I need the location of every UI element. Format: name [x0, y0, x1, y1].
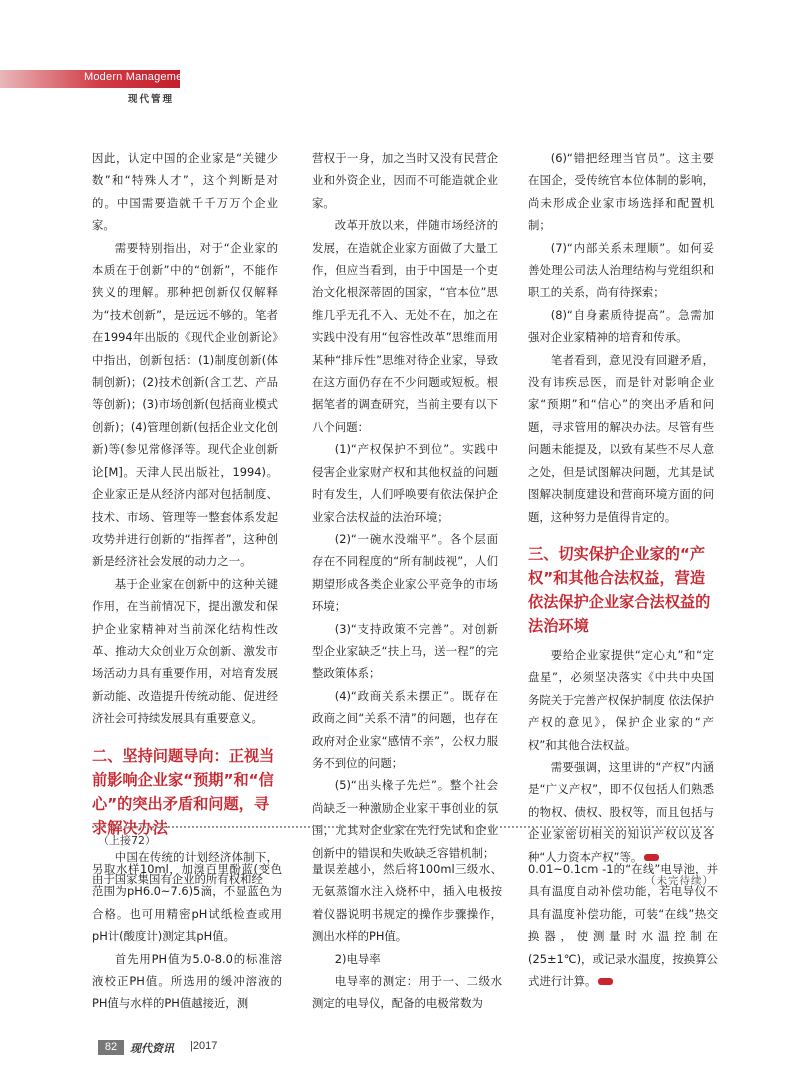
paragraph-text: 需要强调，这里讲的“产权”内涵是“广义产权”，即不仅包括人们熟悉的物权、债权、股权等，而且包括与企业家密切相关的知识产权以及各种“人力资本产权”等。 — [528, 759, 714, 864]
paragraph: 因此，认定中国的企业家是“关键少数”和“特殊人才”，这个判断是对的。中国需要造就千千万万个企业家。 — [92, 151, 278, 233]
bottom-column-2 — [312, 858, 502, 1015]
paragraph: 量误差越小，然后将100ml三级水、无氨蒸馏水注入烧杯中，插入电极按着仪器说明书规定的操作步骤操作，测出水样的PH值。 — [312, 862, 502, 944]
paragraph — [528, 858, 718, 992]
magazine-name: 现代资讯 — [130, 1042, 174, 1055]
section-title-chinese: 现代管理 — [128, 94, 175, 105]
to-be-continued: （未完待续） — [645, 874, 714, 887]
list-item: (2)“一碗水没端平”。各个层面存在不同程度的“所有制歧视”，人们期望形成各类企业家公平竞争的市场环境； — [312, 531, 498, 614]
paragraph: 首先用PH值为5.0-8.0的标准溶液校正PH值。所选用的缓冲溶液的PH值与水样的PH值越接近，测 — [92, 951, 282, 1011]
section-heading-3: 三、切实保护企业家的“产权”和其他合法权益，营造依法保护企业家合法权益的法治环境 — [528, 544, 711, 635]
paragraph: 中国在传统的计划经济体制下，由于国家集国有企业的所有权和经 — [92, 849, 278, 886]
article-divider — [92, 826, 714, 828]
list-item: (5)“出头椽子先烂”。整个社会尚缺乏一种激励企业家干事创业的氛围，尤其对企业家在先行先试和企业创新中的错误和失败缺乏容错机制； — [312, 778, 498, 860]
list-item: (6)“错把经理当官员”。这主要在国企，受传统官本位体制的影响，尚未形成企业家市场选择和配置机制； — [528, 151, 714, 233]
section-heading-2: 二、坚持问题导向：正视当前影响企业家“预期”和“信心”的突出矛盾和问题，寻求解决办法 — [92, 746, 275, 837]
paragraph-text: 0.01~0.1cm -1的“在线”电导池，并具有温度自动补偿功能，若电导仪不具有温度补偿功能，可装“在线”热交换器，使测量时水温控制在(25±1℃)，或记录水温度，按换算公式进行计算。 — [528, 862, 718, 989]
list-item: (4)“政商关系未摆正”。既存在政商之间“关系不清”的问题，也存在政府对企业家“感情不亲”，公权力服务不到位的问题； — [312, 688, 498, 770]
subheading: 2)电导率 — [334, 951, 381, 966]
paragraph: 另取水样10ml，加溴百里酚蓝(变色范围为pH6.0~7.6)5滴，不显蓝色为合格。也可用精密pH试纸检查或用pH计(酸度计)测定其pH值。 — [92, 862, 282, 944]
paragraph: 基于企业家在创新中的这种关键作用，在当前情况下，提出激发和保护企业家精神对当前深化结构性改革、推动大众创业万众创新、激发市场活动力具有重要作用，对培育发展新动能、改造提升传统动能、促进经济社会可持续发展具有重要意义。 — [92, 576, 278, 726]
list-item: (3)“支持政策不完善”。对创新型企业家缺乏“扶上马，送一程”的完整政策体系； — [312, 621, 498, 681]
paragraph: 电导率的测定：用于一、二级水测定的电导仪，配备的电极常数为 — [312, 974, 502, 1011]
section-title-english: Modern Management — [84, 71, 192, 83]
paragraph: 改革开放以来，伴随市场经济的发展，在造就企业家方面做了大量工作，但应当看到，由于中国是一个吏治文化根深蒂固的国家，“官本位”思维几乎无孔不入、无处不在，加之在实践中没有用“包容性改革”思维而用某种“排斥性”思维对待企业家，导致在这方面仍存在不少问题或短板。根据笔者的调查研究，当前主要有以下八个问题： — [312, 218, 498, 434]
article-column-2 — [312, 147, 498, 864]
end-mark-icon — [598, 978, 613, 985]
list-item: (8)“自身素质待提高”。急需加强对企业家精神的培育和传承。 — [528, 307, 714, 345]
list-item: (1)“产权保护不到位”。实践中侵害企业家财产权和其他权益的问题时有发生，人们呼唤要有依法保护企业家合法权益的法治环境； — [312, 442, 498, 524]
article-column-3 — [528, 147, 714, 892]
bottom-column-1 — [92, 858, 282, 1015]
page-number: 82 — [98, 1040, 124, 1055]
paragraph: 营权于一身，加之当时又没有民营企业和外资企业，因而不可能造就企业家。 — [312, 151, 498, 210]
issue-year: |2017 — [190, 1040, 218, 1052]
list-item: (7)“内部关系未理顺”。如何妥善处理公司法人治理结构与党组织和职工的关系，尚有待探索； — [528, 240, 714, 300]
continued-from-label: （上接72） — [98, 834, 156, 847]
paragraph: 笔者看到，意见没有回避矛盾，没有讳疾忌医，而是针对影响企业家“预期”和“信心”的突出矛盾和问题，寻求管用的解决办法。尽管有些问题未能提及，以致有某些不尽人意之处，但是试图解决问题，尤其是试图解决制度建设和营商环境方面的问题，这种努力是值得肯定的。 — [528, 352, 714, 524]
paragraph: 需要特别指出，对于“企业家的本质在于创新”中的“创新”，不能作狭义的理解。那种把创新仅仅解释为“技术创新”，是远远不够的。笔者在1994年出版的《现代企业创新论》中指出，创新包括：(1)制度创新(体制创新)；(2)技术创新(含工艺、产品等创新)；(3)市场创新(包括商业模式创新)；(4)管理创新(包括企业文化创新)等(参见常修泽等。现代企业创新论[M]。天津人民出版社，1994)。企业家正是从经济内部对包括制度、技术、市场、管理等一整套体系发起攻势并进行创新的“指挥者”，这种创新是经济社会发展的动力之一。 — [92, 240, 278, 569]
article-column-1 — [92, 147, 278, 890]
paragraph — [528, 756, 714, 868]
bottom-column-3 — [528, 858, 718, 992]
paragraph: 要给企业家提供“定心丸”和“定盘星”，必须坚决落实《中共中央国务院关于完善产权保护制度 依法保护产权的意见》，保护企业家的“产权”和其他合法权益。 — [528, 647, 714, 752]
